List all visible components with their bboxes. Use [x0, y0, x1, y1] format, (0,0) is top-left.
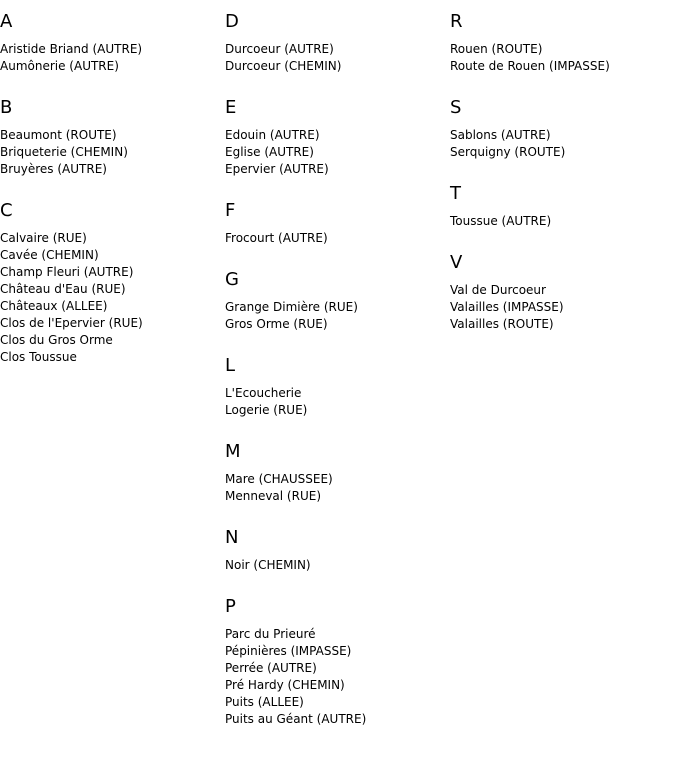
letter-group — [450, 97, 675, 161]
street-item: Calvaire (RUE) — [0, 231, 87, 245]
street-item: Sablons (AUTRE) — [450, 128, 551, 142]
letter-group — [450, 11, 675, 75]
street-item: Menneval (RUE) — [225, 489, 321, 503]
street-item: Toussue (AUTRE) — [450, 214, 552, 228]
letter-group — [0, 97, 225, 178]
letter-heading: B — [0, 97, 13, 118]
letter-heading: P — [225, 596, 236, 617]
street-list — [0, 127, 225, 178]
street-list — [450, 282, 675, 333]
letter-heading: D — [225, 11, 239, 32]
street-item: Durcoeur (CHEMIN) — [225, 59, 342, 73]
letter-group — [450, 183, 675, 230]
letter-heading: C — [0, 200, 13, 221]
street-item: Durcoeur (AUTRE) — [225, 42, 334, 56]
street-item: Valailles (IMPASSE) — [450, 300, 564, 314]
street-item: L'Ecoucherie — [225, 386, 302, 400]
index-column-2 — [225, 0, 450, 728]
street-item: Château d'Eau (RUE) — [0, 282, 126, 296]
street-list — [450, 127, 675, 161]
letter-group — [225, 596, 450, 728]
letter-heading: L — [225, 355, 236, 376]
street-list — [225, 385, 450, 419]
street-item: Edouin (AUTRE) — [225, 128, 320, 142]
street-list — [0, 41, 225, 75]
street-item: Aristide Briand (AUTRE) — [0, 42, 143, 56]
street-item: Val de Durcoeur — [450, 283, 546, 297]
street-item: Serquigny (ROUTE) — [450, 145, 566, 159]
street-item: Noir (CHEMIN) — [225, 558, 311, 572]
street-item: Cavée (CHEMIN) — [0, 248, 99, 262]
street-list — [225, 230, 450, 247]
street-item: Beaumont (ROUTE) — [0, 128, 117, 142]
street-item: Puits au Géant (AUTRE) — [225, 712, 367, 726]
letter-heading: M — [225, 441, 241, 462]
street-item: Frocourt (AUTRE) — [225, 231, 328, 245]
street-item: Epervier (AUTRE) — [225, 162, 329, 176]
letter-heading: N — [225, 527, 239, 548]
letter-heading: G — [225, 269, 239, 290]
street-item: Valailles (ROUTE) — [450, 317, 554, 331]
street-item: Clos Toussue — [0, 350, 77, 364]
letter-group — [225, 97, 450, 178]
letter-group — [225, 527, 450, 574]
street-item: Clos de l'Epervier (RUE) — [0, 316, 143, 330]
street-item: Châteaux (ALLEE) — [0, 299, 108, 313]
street-item: Pré Hardy (CHEMIN) — [225, 678, 345, 692]
index-column-1 — [0, 0, 225, 366]
letter-heading: E — [225, 97, 237, 118]
letter-heading: F — [225, 200, 236, 221]
street-item: Parc du Prieuré — [225, 627, 316, 641]
index-column-3 — [450, 0, 675, 333]
street-item: Clos du Gros Orme — [0, 333, 113, 347]
street-item: Gros Orme (RUE) — [225, 317, 328, 331]
letter-heading: V — [450, 252, 463, 273]
street-list — [450, 213, 675, 230]
street-item: Puits (ALLEE) — [225, 695, 304, 709]
street-list — [225, 471, 450, 505]
letter-group — [225, 269, 450, 333]
street-list — [0, 230, 225, 366]
street-item: Aumônerie (AUTRE) — [0, 59, 119, 73]
street-item: Route de Rouen (IMPASSE) — [450, 59, 610, 73]
letter-group — [225, 200, 450, 247]
letter-heading: A — [0, 11, 13, 32]
letter-group — [0, 200, 225, 366]
letter-group — [0, 11, 225, 75]
street-item: Perrée (AUTRE) — [225, 661, 317, 675]
letter-group — [450, 252, 675, 333]
street-list — [225, 127, 450, 178]
street-item: Mare (CHAUSSEE) — [225, 472, 333, 486]
letter-group — [225, 355, 450, 419]
street-item: Briqueterie (CHEMIN) — [0, 145, 128, 159]
letter-group — [225, 441, 450, 505]
letter-heading: R — [450, 11, 463, 32]
street-item: Grange Dimière (RUE) — [225, 300, 358, 314]
street-list — [450, 41, 675, 75]
street-item: Bruyères (AUTRE) — [0, 162, 107, 176]
street-list — [225, 557, 450, 574]
letter-heading: S — [450, 97, 462, 118]
street-list — [225, 626, 450, 728]
letter-heading: T — [450, 183, 461, 204]
letter-group — [225, 11, 450, 75]
street-item: Eglise (AUTRE) — [225, 145, 314, 159]
street-item: Logerie (RUE) — [225, 403, 308, 417]
street-item: Champ Fleuri (AUTRE) — [0, 265, 134, 279]
street-list — [225, 299, 450, 333]
street-item: Pépinières (IMPASSE) — [225, 644, 352, 658]
street-item: Rouen (ROUTE) — [450, 42, 543, 56]
street-list — [225, 41, 450, 75]
